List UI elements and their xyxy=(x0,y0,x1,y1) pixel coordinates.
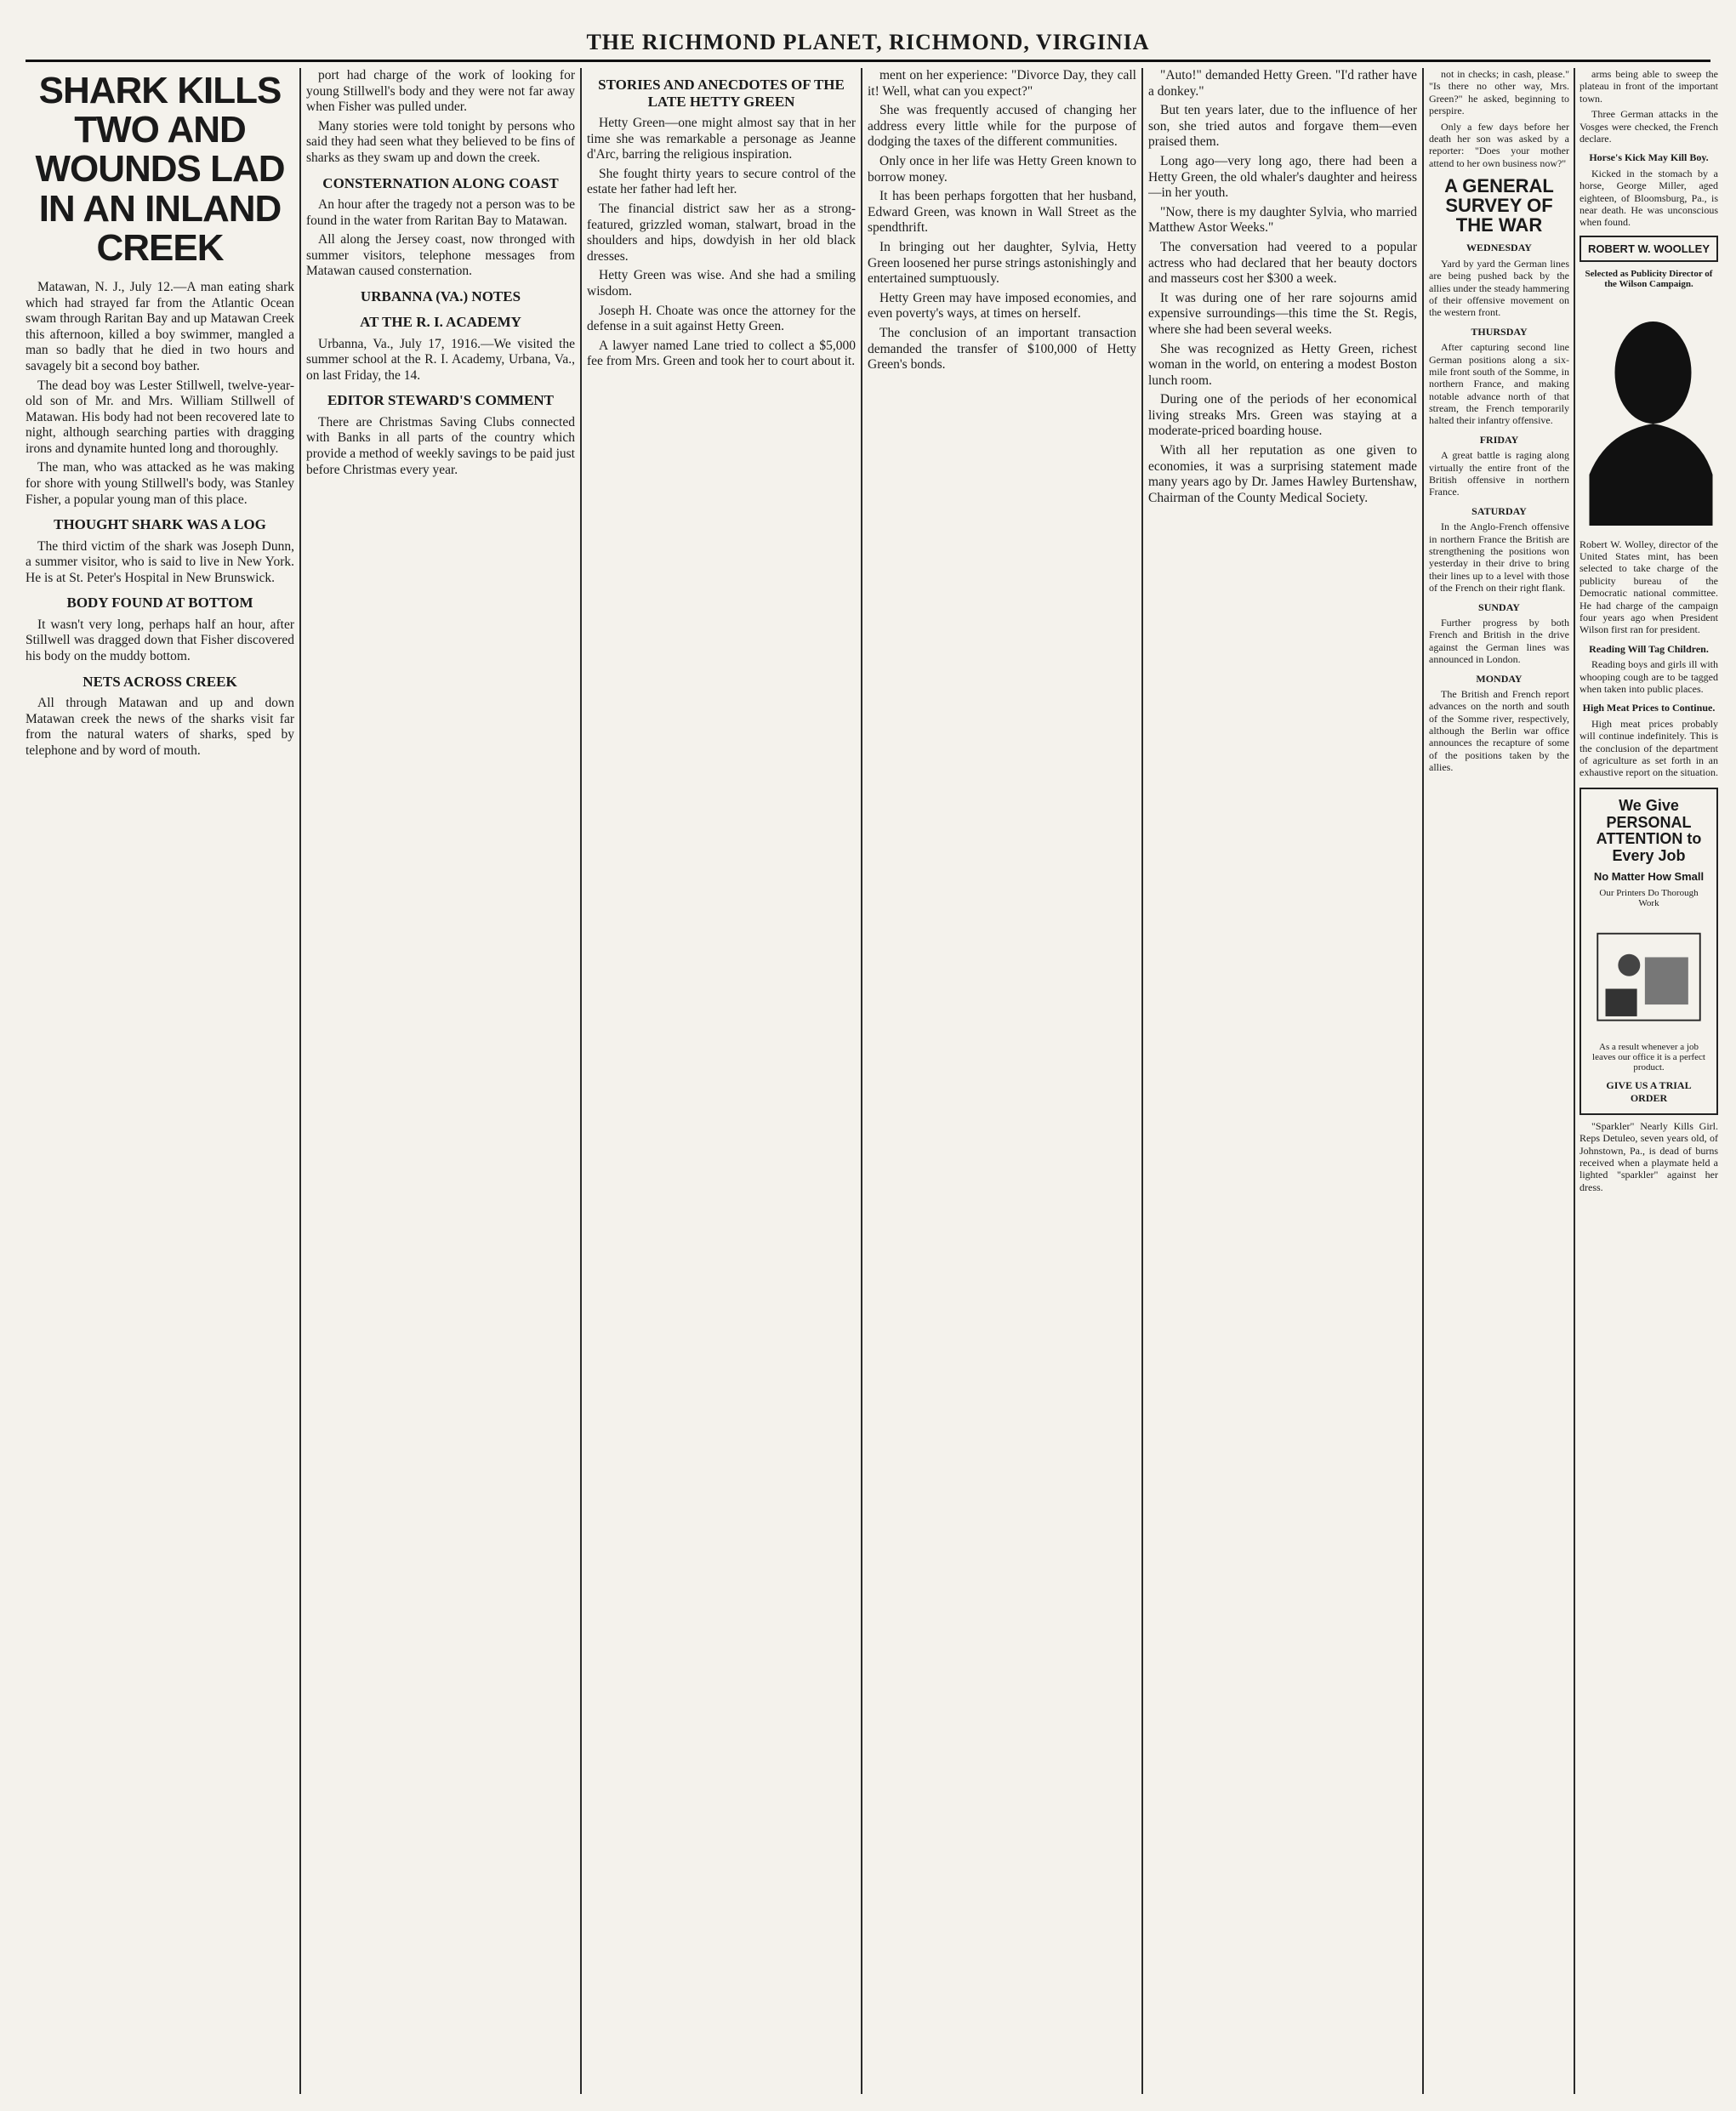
paragraph: Kicked in the stomach by a horse, George Miller, aged eighteen, of Bloomsburg, Pa., is near death. He was unconscious when found. xyxy=(1579,167,1718,229)
column-rule xyxy=(1141,68,1143,2094)
paragraph: The conclusion of an important transaction demanded the transfer of $100,000 of Hetty Green's bonds. xyxy=(868,325,1136,373)
article-sparkler xyxy=(1579,1120,1718,1193)
day-heading: SATURDAY xyxy=(1471,504,1527,517)
paragraph: An hour after the tragedy not a person was to be found in the water from Raritan Bay to Matawan. xyxy=(306,196,575,228)
paragraph: "Now, there is my daughter Sylvia, who married Matthew Astor Weeks." xyxy=(1148,204,1417,236)
column-1 xyxy=(26,68,294,2094)
portrait-silhouette xyxy=(1579,304,1718,526)
ad-caption: As a result whenever a job leaves our office it is a perfect product. xyxy=(1592,1041,1705,1073)
portrait-box xyxy=(1579,236,1718,636)
paragraph: High meat prices probably will continue indefinitely. This is the conclusion of the department of agriculture as set forth in an exhaustive report on the situation. xyxy=(1579,717,1718,779)
paragraph: Only once in her life was Hetty Green known to borrow money. xyxy=(868,153,1136,185)
paragraph: It wasn't very long, perhaps half an hour, after Stillwell was dragged down that Fisher discovered his body on the muddy bottom. xyxy=(26,617,294,663)
article-hetty-green-end xyxy=(1429,68,1569,169)
paragraph: Long ago—very long ago, there had been a Hetty Green, the old whaler's daughter and heiress—in her youth. xyxy=(1148,153,1417,201)
paragraph: She was frequently accused of changing her address every little while for the purpose of dodging the taxes of the different communities. xyxy=(868,103,1136,150)
ad-tagline: Our Printers Do Thorough Work xyxy=(1599,887,1699,908)
paragraph: Joseph H. Choate was once the attorney for the defense in a suit against Hetty Green. xyxy=(587,303,856,334)
paragraph: In the Anglo-French offensive in northern France the British are strengthening the positions won yesterday in their drive to bring their lines up to a level with those of the French on their right flank. xyxy=(1429,521,1569,595)
column-rule xyxy=(1574,68,1575,2094)
portrait-plate-caption: Selected as Publicity Director of the Wilson Campaign. xyxy=(1585,268,1713,289)
subhead: AT THE R. I. ACADEMY xyxy=(360,314,521,331)
paragraph: Only a few days before her death her son was asked by a reporter: "Does your mother attend to her own business now?" xyxy=(1429,120,1569,169)
paragraph: Three German attacks in the Vosges were checked, the French declare. xyxy=(1579,108,1718,145)
column-4 xyxy=(868,68,1136,2094)
printing-advertisement xyxy=(1579,788,1718,1115)
column-rule xyxy=(1422,68,1424,2094)
paragraph: The financial district saw her as a strong-featured, grizzled woman, stalwart, broad in the shoulders and hips, dowdyish in her old black dresses. xyxy=(587,201,856,264)
subhead: NETS ACROSS CREEK xyxy=(83,673,237,690)
paragraph: All through Matawan and up and down Matawan creek the news of the sharks visit far from the natural waters of sharks, sped by telephone and by word of mouth. xyxy=(26,695,294,758)
column-rule xyxy=(580,68,582,2094)
article-hetty-green-continued xyxy=(868,68,1136,373)
paragraph: It was during one of her rare sojourns amid expensive surroundings—this time the St. Regis, where she had been several weeks. xyxy=(1148,290,1417,337)
paragraph: arms being able to sweep the plateau in front of the important town. xyxy=(1579,68,1718,105)
paragraph: During one of the periods of her economical living streaks Mrs. Green was staying at a moderate-priced boarding house. xyxy=(1148,392,1417,439)
subhead: THOUGHT SHARK WAS A LOG xyxy=(54,516,266,533)
small-heading: Reading Will Tag Children. xyxy=(1589,642,1709,655)
paragraph: ment on her experience: "Divorce Day, they call it! Well, what can you expect?" xyxy=(868,68,1136,99)
column-6 xyxy=(1429,68,1569,2094)
day-heading: SUNDAY xyxy=(1478,600,1520,613)
paragraph: Reading boys and girls ill with whooping cough are to be tagged when taken into public places. xyxy=(1579,658,1718,695)
paragraph: "Auto!" demanded Hetty Green. "I'd rather have a donkey." xyxy=(1148,68,1417,99)
right-region xyxy=(1429,68,1718,2094)
paragraph: The conversation had veered to a popular actress who had declared that her beauty doctors and masseurs cost her $300 a week. xyxy=(1148,239,1417,287)
paragraph: Many stories were told tonight by persons who said they had seen what they believed to be fins of sharks as they swam up and down the creek. xyxy=(306,118,575,165)
column-rule xyxy=(299,68,301,2094)
column-7 xyxy=(1579,68,1718,2094)
paragraph: But ten years later, due to the influence of her son, she tried autos and forgave them—even praised them. xyxy=(1148,103,1417,150)
small-heading: High Meat Prices to Continue. xyxy=(1582,702,1716,714)
column-3 xyxy=(587,68,856,2094)
paragraph: With all her reputation as one given to economies, it was a surprising statement made many years ago by Dr. James Hawley Burtenshaw, Chairman of the County Medical Society. xyxy=(1148,443,1417,505)
masthead: THE RICHMOND PLANET, RICHMOND, VIRGINIA xyxy=(26,26,1710,62)
paragraph: The third victim of the shark was Joseph Dunn, a summer visitor, who is said to live in New York. He is at St. Peter's Hospital in New Brunswick. xyxy=(26,538,294,585)
paragraph: The man, who was attacked as he was making for shore with young Stillwell's body, was Stanley Fisher, a popular young man of this place. xyxy=(26,460,294,507)
portrait-nameplate: ROBERT W. WOOLLEY xyxy=(1579,236,1718,262)
day-heading: FRIDAY xyxy=(1479,433,1519,446)
article-war-news xyxy=(1579,68,1718,229)
small-heading: Horse's Kick May Kill Boy. xyxy=(1589,151,1709,164)
paragraph: not in checks; in cash, please." "Is there no other way, Mrs. Green?" he asked, beginning to perspire. xyxy=(1429,68,1569,117)
paragraph: It has been perhaps forgotten that her husband, Edward Green, was known in Wall Street as the spendthrift. xyxy=(868,189,1136,236)
column-2 xyxy=(306,68,575,2094)
paragraph: The British and French report advances on the north and south of the Somme river, respectively, although the Berlin war office announces the recapture of some of the positions taken by the allies. xyxy=(1429,687,1569,774)
article-short-news xyxy=(1579,643,1718,779)
article-hetty-green xyxy=(587,116,856,370)
paragraph: Hetty Green may have imposed economies, and even poverty's ways, at times on herself. xyxy=(868,290,1136,321)
paragraph: Yard by yard the German lines are being pushed back by the allies under the steady hammering of their offensive movement on the western front. xyxy=(1429,257,1569,319)
subhead: CONSTERNATION ALONG COAST xyxy=(322,174,559,191)
subhead-hetty-green: STORIES AND ANECDOTES OF THE LATE HETTY GREEN xyxy=(598,77,845,110)
article-shark xyxy=(26,280,294,759)
subhead: URBANNA (VA.) NOTES xyxy=(360,287,521,304)
paragraph: After capturing second line German positions along a six-mile front south of the Somme, in northern France, and making notable advance north of that stream, the French temporarily halted their infantry offensive. xyxy=(1429,341,1569,427)
paragraph: Hetty Green—one might almost say that in her time she was remarkable a personage as Jeanne d'Arc, barring the religious inspiration. xyxy=(587,116,856,162)
article-war-survey xyxy=(1429,242,1569,773)
paragraph: Matawan, N. J., July 12.—A man eating shark which had strayed far from the Atlantic Ocean swam through Raritan Bay and up Matawan Creek this afternoon, killed a boy swimmer, mangled a man so badly that he died in two hours and savagely bit a second boy bather. xyxy=(26,279,294,373)
portrait-caption: Robert W. Wolley, director of the United States mint, has been selected to take charge of the publicity bureau of the Democratic national committee. He had charge of the campaign four years ago when President Wilson first ran for president. xyxy=(1579,538,1718,636)
paragraph: "Sparkler" Nearly Kills Girl. Reps Detuleo, seven years old, of Johnstown, Pa., is dead of burns received when a playmate held a lighted "sparkler" against her dress. xyxy=(1579,1119,1718,1193)
paragraph: All along the Jersey coast, now thronged with summer visitors, telephone messages from Matawan caused consternation. xyxy=(306,232,575,279)
paragraph: A great battle is raging along virtually the entire front of the British offensive in northern France. xyxy=(1429,449,1569,498)
paragraph: She was recognized as Hetty Green, richest woman in the world, on entering a modest Boston lunch room. xyxy=(1148,341,1417,388)
paragraph: The dead boy was Lester Stillwell, twelve-year-old son of Mr. and Mrs. William Stillwell of Matawan. His body had not been recovered late to night, although searching parties with dragging irons and dynamite hunted long and thoroughly. xyxy=(26,378,294,456)
paragraph: In bringing out her daughter, Sylvia, Hetty Green loosened her purse strings astonishingly and entertained sumptuously. xyxy=(868,239,1136,287)
subhead: EDITOR STEWARD'S COMMENT xyxy=(327,392,555,409)
paragraph: There are Christmas Saving Clubs connected with Banks in all parts of the country which provide a method of weekly savings to be paid just before Christmas every year. xyxy=(306,414,575,477)
paragraph: Hetty Green was wise. And she had a smiling wisdom. xyxy=(587,268,856,299)
paragraph: A lawyer named Lane tried to collect a $5,000 fee from Mrs. Green and took her to court about it. xyxy=(587,338,856,369)
paragraph: Further progress by both French and British in the drive against the German lines was announced in London. xyxy=(1429,616,1569,666)
article-hetty-green-continued xyxy=(1148,68,1417,506)
ad-call-to-action: GIVE US A TRIAL ORDER xyxy=(1606,1078,1692,1104)
headline-shark: SHARK KILLS TWO AND WOUNDS LAD IN AN INLAND CREEK xyxy=(35,70,285,269)
subhead: BODY FOUND AT BOTTOM xyxy=(66,595,253,612)
day-heading: MONDAY xyxy=(1476,672,1523,685)
paragraph: port had charge of the work of looking for young Stillwell's body and they were not far away when Fisher was pulled under. xyxy=(306,68,575,115)
ad-subheadline: No Matter How Small xyxy=(1593,869,1705,883)
day-heading: WEDNESDAY xyxy=(1466,242,1532,254)
paragraph: Urbanna, Va., July 17, 1916.—We visited the summer school at the R. I. Academy, Urbana, Va., on last Friday, the 14. xyxy=(306,336,575,383)
column-rule xyxy=(861,68,862,2094)
ad-headline: We Give PERSONAL ATTENTION to Every Job xyxy=(1596,796,1702,865)
printing-press-illustration xyxy=(1590,913,1708,1033)
day-heading: THURSDAY xyxy=(1471,325,1528,338)
headline-war-survey: A GENERAL SURVEY OF THE WAR xyxy=(1444,175,1554,236)
article-shark-continued xyxy=(306,68,575,478)
paragraph: She fought thirty years to secure control of the estate her father had left her. xyxy=(587,166,856,197)
column-5 xyxy=(1148,68,1417,2094)
